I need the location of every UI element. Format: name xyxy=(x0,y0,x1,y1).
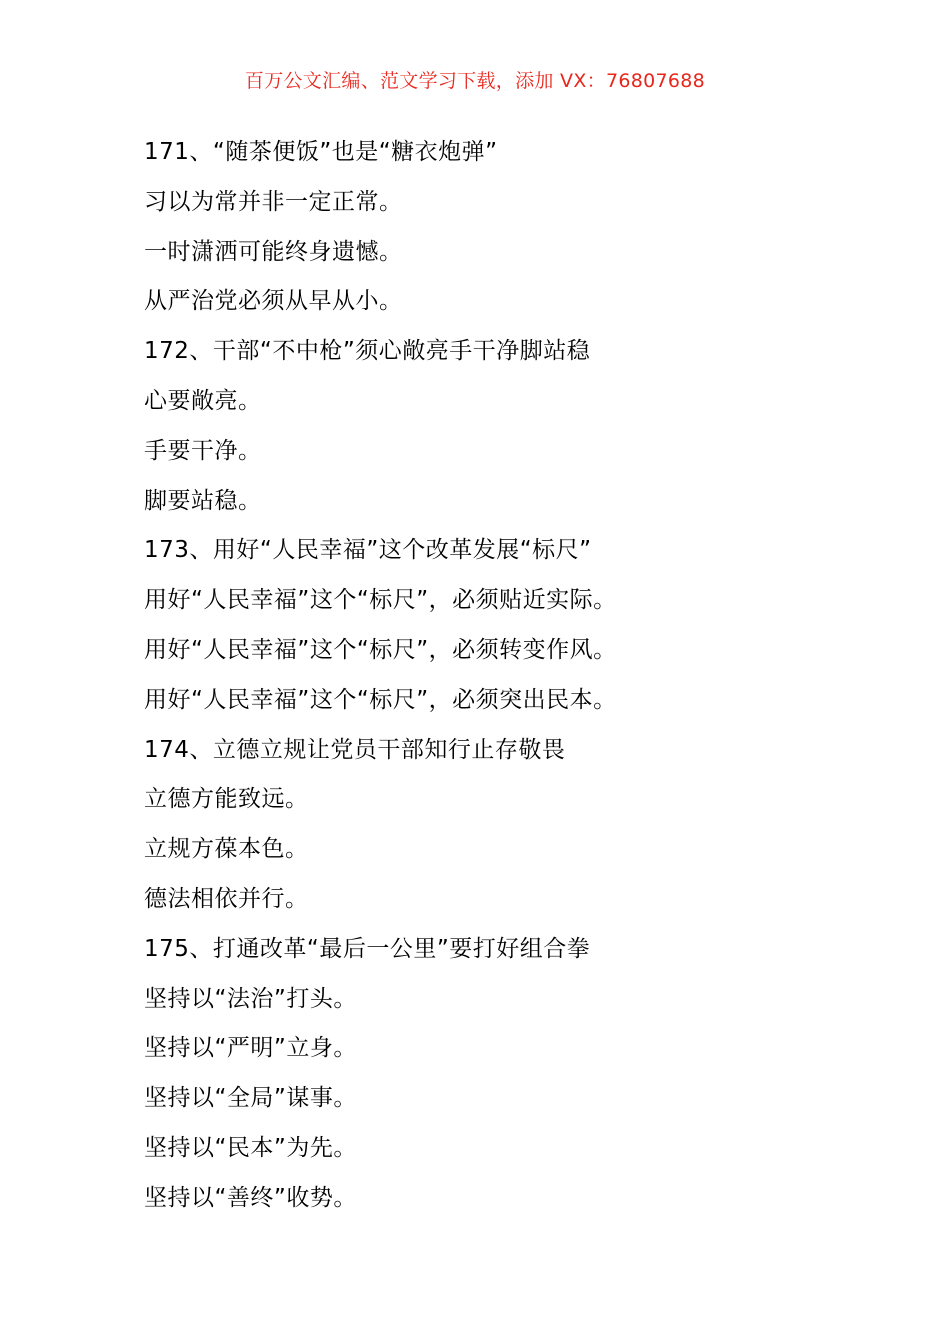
paragraph-line: 用好“人民幸福”这个“标尺”，必须突出民本。 xyxy=(144,686,617,713)
paragraph-line: 坚持以“法治”打头。 xyxy=(144,985,357,1012)
paragraph-line: 脚要站稳。 xyxy=(144,487,262,514)
paragraph-line: 心要敞亮。 xyxy=(144,387,262,414)
paragraph-line: 一时潇洒可能终身遗憾。 xyxy=(144,238,403,265)
paragraph-line: 习以为常并非一定正常。 xyxy=(144,188,403,215)
paragraph-line: 手要干净。 xyxy=(144,437,262,464)
watermark-header: 百万公文汇编、范文学习下载，添加 VX：76807688 xyxy=(244,70,706,92)
paragraph-line: 坚持以“善终”收势。 xyxy=(144,1184,357,1211)
document-body xyxy=(144,128,844,1224)
paragraph-line: 立德方能致远。 xyxy=(144,786,309,813)
paragraph-line: 立规方葆本色。 xyxy=(144,836,309,863)
heading-171: 171、“随茶便饭”也是“糖衣炮弹” xyxy=(144,139,498,165)
paragraph-line: 坚持以“民本”为先。 xyxy=(144,1134,357,1161)
paragraph-line: 德法相依并行。 xyxy=(144,885,309,912)
paragraph-line: 用好“人民幸福”这个“标尺”，必须转变作风。 xyxy=(144,636,617,663)
paragraph-line: 坚持以“严明”立身。 xyxy=(144,1035,357,1062)
heading-175: 175、打通改革“最后一公里”要打好组合拳 xyxy=(144,935,591,962)
paragraph-line: 坚持以“全局”谋事。 xyxy=(144,1085,357,1112)
paragraph-line: 用好“人民幸福”这个“标尺”，必须贴近实际。 xyxy=(144,587,617,614)
heading-172: 172、干部“不中枪”须心敞亮手干净脚站稳 xyxy=(144,338,591,365)
paragraph-line: 从严治党必须从早从小。 xyxy=(144,288,403,315)
heading-173: 173、用好“人民幸福”这个改革发展“标尺” xyxy=(144,537,592,564)
heading-174: 174、立德立规让党员干部知行止存敬畏 xyxy=(144,736,566,763)
